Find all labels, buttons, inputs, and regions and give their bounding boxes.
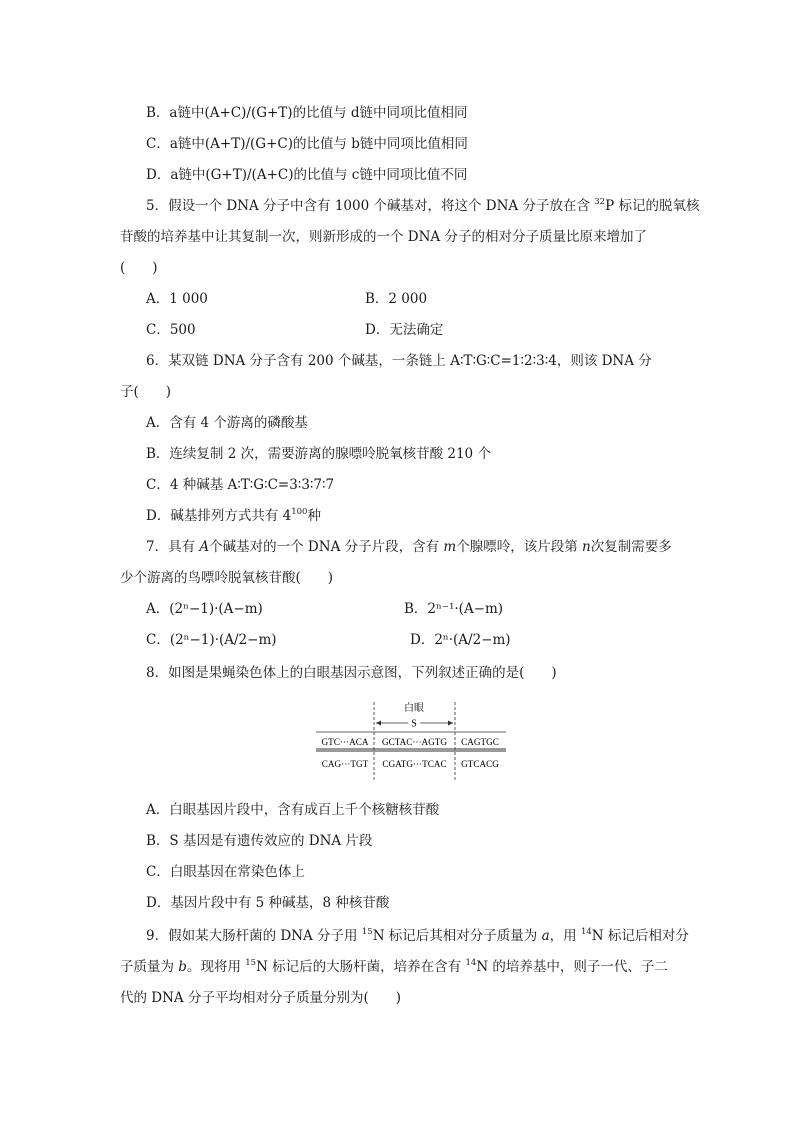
- q9-stem-line3: 代的 DNA 分子平均相对分子质量分别为( ): [120, 990, 402, 1006]
- q5-option-c: C．500: [146, 322, 196, 338]
- q5-stem-line2: 苷酸的培养基中让其复制一次，则新形成的一个 DNA 分子的相对分子质量比原来增加了: [120, 229, 647, 245]
- white-eye-gene-diagram: [316, 700, 506, 780]
- q7-option-a: A．(2ⁿ−1)·(A−m): [146, 601, 263, 617]
- s-arrow-left-head: [376, 721, 381, 726]
- q7-option-d: D．2ⁿ·(A/2−m): [410, 632, 511, 648]
- q9-stem-line1: 9．假如某大肠杆菌的 DNA 分子用 $^{15}$N 标记后其相对分子质量为 a，用 $^{14}$N 标记后相对分: [146, 927, 689, 944]
- q5-stem-line3: ( ): [120, 260, 158, 276]
- bottom-strand-seq-1: CAG···TGT: [321, 759, 369, 769]
- top-strand-seq-2: GCTAC···AGTG: [381, 737, 448, 747]
- q7-stem-line2: 少个游离的鸟嘌呤脱氧核苷酸( ): [120, 570, 334, 586]
- q5-option-a: A．1 000: [146, 291, 208, 307]
- q7-option-b: B．2ⁿ⁻¹·(A−m): [404, 601, 504, 617]
- gene-label-white-eye: 白眼: [404, 703, 424, 714]
- q6-option-a: A．含有 4 个游离的磷酸基: [146, 415, 308, 431]
- q6-stem-line2: 子( ): [120, 384, 172, 400]
- q6-option-d: D．碱基排列方式共有 $4^{100}$种: [146, 507, 321, 524]
- q8-option-d: D．基因片段中有 5 种碱基，8 种核苷酸: [146, 895, 390, 911]
- q5-option-b: B．2 000: [365, 291, 428, 307]
- q9-stem-line2: 子质量为 b。现将用 $^{15}$N 标记后的大肠杆菌，培养在含有 $^{14}$N 的培养基中，则子一代、子二: [120, 958, 668, 975]
- gene-label-s: S: [411, 718, 417, 730]
- bottom-strand-seq-2: CGATG···TCAC: [382, 759, 447, 769]
- q8-option-b: B．S 基因是有遗传效应的 DNA 片段: [146, 833, 373, 849]
- q4-option-b: B．a链中(A+C)/(G+T)的比值与 d链中同项比值相同: [146, 105, 468, 121]
- q6-option-c: C．4 种碱基 A∶T∶G∶C=3∶3∶7∶7: [146, 477, 335, 493]
- q6-option-b: B．连续复制 2 次，需要游离的腺嘌呤脱氧核苷酸 210 个: [146, 446, 491, 462]
- top-strand-seq-1: GTC···ACA: [321, 737, 369, 747]
- q7-option-c: C．(2ⁿ−1)·(A/2−m): [146, 632, 277, 648]
- s-arrow-right-head: [448, 721, 453, 726]
- q5-option-d: D．无法确定: [365, 322, 444, 338]
- q8-option-c: C．白眼基因在常染色体上: [146, 864, 305, 880]
- q6-stem-line1: 6．某双链 DNA 分子含有 200 个碱基，一条链上 A∶T∶G∶C=1∶2∶3∶4，则该 DNA 分: [146, 353, 652, 369]
- q8-stem: 8．如图是果蝇染色体上的白眼基因示意图，下列叙述正确的是( ): [146, 665, 557, 681]
- bottom-strand-seq-3: GTCACG: [461, 759, 499, 769]
- dna-strand-figure: [316, 700, 506, 780]
- q7-stem-line1: 7．具有 A个碱基对的一个 DNA 分子片段，含有 m个腺嘌呤，该片段第 n次复制需要多: [146, 539, 672, 555]
- q4-option-d: D．a链中(G+T)/(A+C)的比值与 c链中同项比值不同: [146, 167, 468, 183]
- q5-stem-line1: 5．假设一个 DNA 分子中含有 1000 个碱基对，将这个 DNA 分子放在含 $^{32}$P 标记的脱氧核: [146, 197, 700, 214]
- top-strand-seq-3: CAGTGC: [461, 737, 499, 747]
- q8-option-a: A．白眼基因片段中，含有成百上千个核糖核苷酸: [146, 802, 440, 818]
- q4-option-c: C．a链中(A+T)/(G+C)的比值与 b链中同项比值相同: [146, 136, 468, 152]
